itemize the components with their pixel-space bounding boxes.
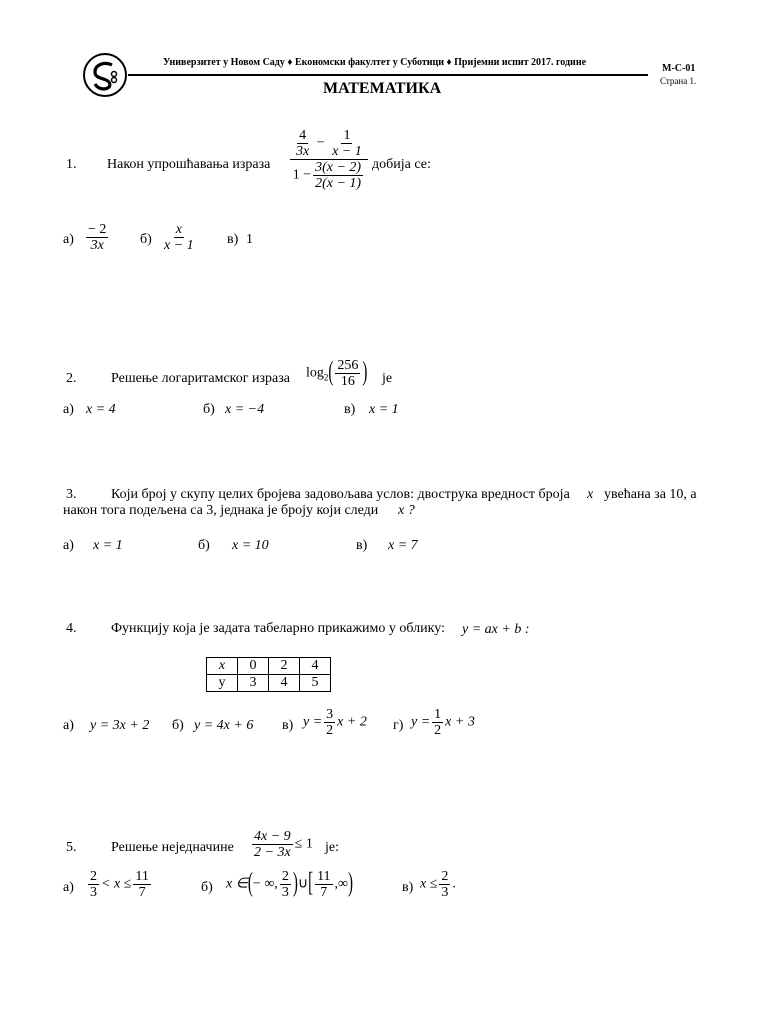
header-code: M-C-01 (662, 63, 696, 74)
question-2-number: 2. (66, 371, 77, 386)
table-cell: 4 (300, 658, 331, 675)
question-3-line1-end: увећана за 10, а (604, 487, 697, 502)
question-4-text: Функцију која је задата табеларно прикажимо у облику: (111, 621, 445, 636)
q1-answer-a: $\frac{- 2}{3x}$ (88, 222, 107, 253)
question-3-var1: x (587, 487, 594, 502)
q1-answer-v: 1 (246, 232, 253, 247)
q3-answer-a: x = 1 (93, 538, 123, 553)
table-cell: 3 (238, 675, 269, 692)
question-2-text: Решење логаритамског израза (111, 371, 290, 386)
table-row (207, 675, 331, 692)
q3-answer-v-label: в) (356, 538, 368, 553)
q3-answer-a-label: а) (63, 538, 74, 553)
table-cell: 0 (238, 658, 269, 675)
university-logo (82, 52, 128, 98)
question-1-text-after: добија се: (372, 157, 431, 172)
q4-answer-g-label: г) (393, 718, 404, 733)
q4-answer-b: y = 4x + 6 (194, 718, 254, 733)
question-1-number: 1. (66, 157, 77, 172)
header-institution: Универзитет у Новом Саду ♦ Економски факултет у Суботици ♦ Пријемни испит 2017. године (163, 57, 587, 68)
question-5-text: Решење неједначине (111, 840, 234, 855)
q3-answer-b: x = 10 (232, 538, 269, 553)
q1-answer-b: $\frac{x}{x - 1}$ (164, 222, 194, 253)
q1-answer-a-label: а) (63, 232, 74, 247)
q1-answer-b-label: б) (140, 232, 152, 247)
question-5-expression: $\frac{4x - 9}{2 - 3x}$ ≤ 1 (254, 829, 313, 860)
question-1-expression: $\frac{4}{3x}$ − $\frac{1}{x - 1}$ 1 − $\frac{3(x - 2)}{2(x - 1)}$ (288, 128, 370, 191)
table-cell: x (207, 658, 238, 675)
q4-answer-b-label: б) (172, 718, 184, 733)
question-5-number: 5. (66, 840, 77, 855)
question-2-expression: $\log_2$( $\frac{256}{16}$ ) (306, 358, 368, 389)
q5-answer-a: $\frac{2}{3}$ < x ≤ $\frac{11}{7}$ (90, 869, 149, 900)
question-3-line2: након тога подељена са 3, једнака је броју који следи (63, 503, 379, 518)
table-cell: 4 (269, 675, 300, 692)
question-1-text: Након упрошћавања израза (107, 157, 271, 172)
q4-answer-v-label: в) (282, 718, 294, 733)
page-title: МАТЕМАТИКА (323, 80, 442, 97)
q2-answer-a-label: а) (63, 402, 74, 417)
q5-answer-a-label: а) (63, 880, 74, 895)
table-cell: 2 (269, 658, 300, 675)
q4-answer-a: y = 3x + 2 (90, 718, 150, 733)
q2-answer-v-label: в) (344, 402, 356, 417)
question-2-text-after: је (382, 371, 393, 386)
question-3-line1: Који број у скупу целих бројева задовољава услов: двострука вредност броја (111, 487, 570, 502)
q1-answer-v-label: в) (227, 232, 239, 247)
question-5-text-after: је: (325, 840, 339, 855)
q2-answer-b-label: б) (203, 402, 215, 417)
question-3-var2: x ? (398, 503, 415, 518)
question-3-number: 3. (66, 487, 77, 502)
q3-answer-v: x = 7 (388, 538, 418, 553)
q5-answer-b-label: б) (201, 880, 213, 895)
q5-answer-b: x ∈(− ∞, $\frac{2}{3}$ )∪[ $\frac{11}{7}$ ,∞) (226, 869, 354, 900)
q5-answer-v: x ≤ $\frac{2}{3}$ . (420, 869, 456, 900)
table-cell: 5 (300, 675, 331, 692)
value-table (206, 657, 331, 692)
q2-answer-b: x = −4 (225, 402, 265, 417)
q4-answer-g: y = $\frac{1}{2}$ x + 3 (411, 707, 475, 738)
header-page: Страна 1. (660, 76, 697, 86)
question-4-number: 4. (66, 621, 77, 636)
q2-answer-v: x = 1 (369, 402, 399, 417)
q2-answer-a: x = 4 (86, 402, 116, 417)
q3-answer-b-label: б) (198, 538, 210, 553)
question-4-formula: y = ax + b : (462, 622, 530, 637)
header-rule (128, 74, 648, 76)
q4-answer-v: y = $\frac{3}{2}$ x + 2 (303, 707, 367, 738)
table-cell: y (207, 675, 238, 692)
table-row (207, 658, 331, 675)
q5-answer-v-label: в) (402, 880, 414, 895)
q4-answer-a-label: а) (63, 718, 74, 733)
